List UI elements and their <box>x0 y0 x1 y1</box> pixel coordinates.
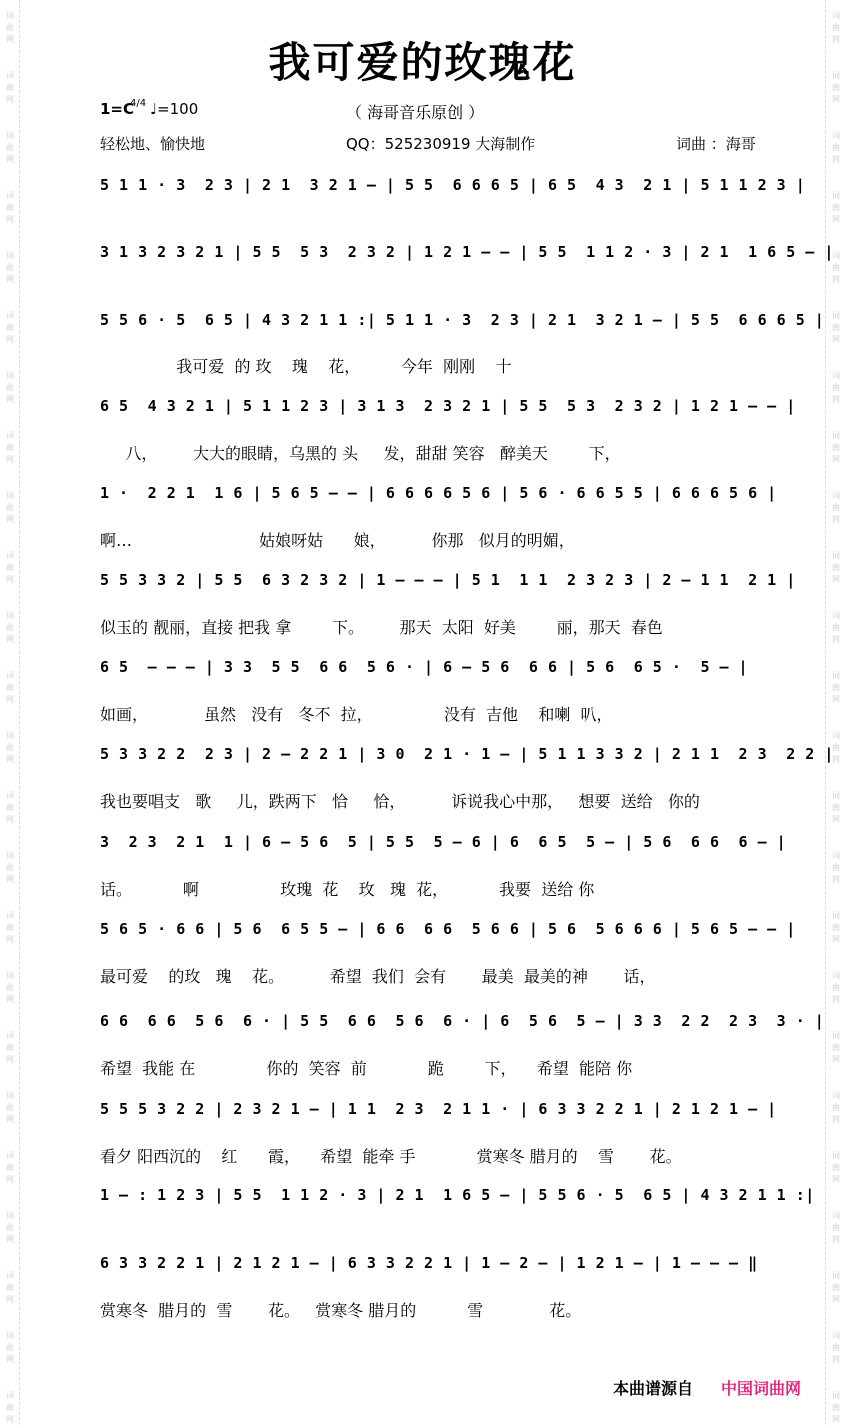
watermark-glyph: 曲 <box>832 143 840 152</box>
watermark-glyph: 曲 <box>6 1283 14 1292</box>
notation-row: 3 1 3 2 3 2 1 | 5 5 5 3 2 3 2 | 1 2 1 — — | 5 5 1 1 2 · 3 | 2 1 1 6 5 — | <box>100 243 834 261</box>
notation-row: 5 5 6 · 5 6 5 | 4 3 2 1 1 :| 5 1 1 · 3 2 3 | 2 1 3 2 1 — | 5 5 6 6 6 5 | <box>100 311 825 329</box>
watermark-glyph: 曲 <box>6 143 14 152</box>
watermark-glyph: 词 <box>832 791 840 800</box>
watermark-glyph: 网 <box>832 455 840 464</box>
watermark-glyph: 词 <box>832 431 840 440</box>
watermark-glyph: 词 <box>6 311 14 320</box>
watermark-glyph: 网 <box>832 1235 840 1244</box>
notation-row: 6 5 — — — | 3 3 5 5 6 6 5 6 · | 6 — 5 6 6 6 | 5 6 6 5 · 5 — | <box>100 658 749 676</box>
watermark-glyph: 网 <box>832 1415 840 1424</box>
performance-mood: 轻松地、愉快地 <box>100 135 206 153</box>
watermark-glyph: 词 <box>6 1391 14 1400</box>
watermark-glyph: 网 <box>832 155 840 164</box>
watermark-glyph: 曲 <box>832 803 840 812</box>
watermark-glyph: 网 <box>832 935 840 944</box>
watermark-glyph: 网 <box>6 515 14 524</box>
watermark-glyph: 网 <box>832 755 840 764</box>
watermark-glyph: 网 <box>6 635 14 644</box>
watermark-glyph: 词 <box>6 1271 14 1280</box>
watermark-glyph: 曲 <box>6 203 14 212</box>
watermark-glyph: 词 <box>832 611 840 620</box>
watermark-glyph: 网 <box>832 215 840 224</box>
watermark-glyph: 网 <box>6 875 14 884</box>
watermark-glyph: 网 <box>6 455 14 464</box>
tempo-marking: ♩=100 <box>150 100 199 118</box>
watermark-glyph: 曲 <box>832 1283 840 1292</box>
watermark-glyph: 网 <box>6 1295 14 1304</box>
notation-row: 5 1 1 · 3 2 3 | 2 1 3 2 1 — | 5 5 6 6 6 5 | 6 5 4 3 2 1 | 5 1 1 2 3 | <box>100 176 806 194</box>
lyric-row: 我也要唱支 歌 儿，跌两下 恰 恰， 诉说我心中那， 想要 送给 你的 <box>100 792 700 811</box>
watermark-glyph: 网 <box>832 35 840 44</box>
lyric-row: 八， 大大的眼睛，乌黑的 头 发，甜甜 笑容 醉美天 下， <box>100 444 621 463</box>
watermark-glyph: 曲 <box>832 203 840 212</box>
watermark-glyph: 曲 <box>832 1103 840 1112</box>
watermark-glyph: 网 <box>6 95 14 104</box>
watermark-glyph: 曲 <box>6 1043 14 1052</box>
watermark-glyph: 曲 <box>832 263 840 272</box>
watermark-glyph: 词 <box>6 491 14 500</box>
notation-row: 5 3 3 2 2 2 3 | 2 — 2 2 1 | 3 0 2 1 · 1 — | 5 1 1 3 3 2 | 2 1 1 2 3 2 2 | <box>100 745 834 763</box>
watermark-glyph: 词 <box>6 611 14 620</box>
watermark-glyph: 曲 <box>832 1223 840 1232</box>
watermark-glyph: 曲 <box>832 503 840 512</box>
time-signature: 4/4 <box>130 98 147 109</box>
watermark-glyph: 词 <box>6 911 14 920</box>
watermark-glyph: 网 <box>832 1115 840 1124</box>
watermark-glyph: 词 <box>832 971 840 980</box>
watermark-glyph: 曲 <box>832 1343 840 1352</box>
watermark-glyph: 网 <box>6 395 14 404</box>
watermark-glyph: 词 <box>832 1091 840 1100</box>
watermark-glyph: 曲 <box>832 563 840 572</box>
watermark-glyph: 网 <box>832 815 840 824</box>
credits: 词曲 ：海哥 <box>676 135 756 153</box>
watermark-glyph: 曲 <box>6 563 14 572</box>
lyric-row: 希望 我能 在 你的 笑容 前 跪 下， 希望 能陪 你 <box>100 1059 633 1078</box>
watermark-glyph: 词 <box>832 251 840 260</box>
watermark-glyph: 网 <box>832 275 840 284</box>
watermark-glyph: 网 <box>832 1295 840 1304</box>
watermark-glyph: 网 <box>832 395 840 404</box>
watermark-glyph: 词 <box>6 1091 14 1100</box>
source-label: 本曲谱源自 <box>613 1379 694 1398</box>
watermark-glyph: 曲 <box>832 1403 840 1412</box>
watermark-glyph: 曲 <box>6 1163 14 1172</box>
lyric-row: 啊… 姑娘呀姑 娘， 你那 似月的明媚， <box>100 531 575 550</box>
watermark-glyph: 词 <box>832 1391 840 1400</box>
watermark-glyph: 网 <box>6 335 14 344</box>
right-watermark-strip <box>825 0 845 1425</box>
watermark-glyph: 网 <box>6 815 14 824</box>
watermark-glyph: 词 <box>6 1211 14 1220</box>
watermark-glyph: 网 <box>832 1055 840 1064</box>
watermark-glyph: 词 <box>6 971 14 980</box>
watermark-glyph: 网 <box>6 755 14 764</box>
watermark-glyph: 曲 <box>6 1403 14 1412</box>
notation-row: 3 2 3 2 1 1 | 6 — 5 6 5 | 5 5 5 — 6 | 6 6 5 5 — | 5 6 6 6 6 — | <box>100 833 787 851</box>
watermark-glyph: 曲 <box>6 623 14 632</box>
watermark-glyph: 曲 <box>6 1223 14 1232</box>
watermark-glyph: 网 <box>832 95 840 104</box>
watermark-glyph: 网 <box>6 695 14 704</box>
watermark-glyph: 词 <box>832 671 840 680</box>
watermark-glyph: 网 <box>832 1355 840 1364</box>
watermark-glyph: 网 <box>6 1235 14 1244</box>
lyric-row: 看夕 阳西沉的 红 霞， 希望 能牵 手 赏寒冬 腊月的 雪 花。 <box>100 1147 682 1166</box>
watermark-glyph: 词 <box>6 371 14 380</box>
watermark-glyph: 网 <box>6 935 14 944</box>
watermark-glyph: 词 <box>832 1151 840 1160</box>
watermark-glyph: 词 <box>832 851 840 860</box>
watermark-glyph: 曲 <box>832 23 840 32</box>
watermark-glyph: 曲 <box>6 1103 14 1112</box>
lyric-row: 话。 啊 玫瑰 花 玫 瑰 花， 我要 送给 你 <box>100 880 595 899</box>
watermark-glyph: 网 <box>6 215 14 224</box>
watermark-glyph: 曲 <box>6 503 14 512</box>
watermark-glyph: 词 <box>6 851 14 860</box>
watermark-glyph: 曲 <box>832 983 840 992</box>
watermark-glyph: 词 <box>6 1151 14 1160</box>
producer-note: QQ：525230919 大海制作 <box>346 135 536 153</box>
lyric-row: 最可爱 的玫 瑰 花。 希望 我们 会有 最美 最美的神 话， <box>100 967 656 986</box>
watermark-glyph: 网 <box>6 575 14 584</box>
watermark-glyph: 曲 <box>6 803 14 812</box>
watermark-glyph: 曲 <box>832 743 840 752</box>
watermark-glyph: 曲 <box>6 83 14 92</box>
watermark-glyph: 词 <box>832 1331 840 1340</box>
watermark-glyph: 词 <box>6 551 14 560</box>
watermark-glyph: 曲 <box>6 443 14 452</box>
notation-row: 5 5 5 3 2 2 | 2 3 2 1 — | 1 1 2 3 2 1 1 · | 6 3 3 2 2 1 | 2 1 2 1 — | <box>100 1100 777 1118</box>
watermark-glyph: 曲 <box>6 923 14 932</box>
watermark-glyph: 网 <box>6 1115 14 1124</box>
watermark-glyph: 曲 <box>6 23 14 32</box>
watermark-glyph: 网 <box>832 875 840 884</box>
watermark-glyph: 曲 <box>6 743 14 752</box>
watermark-glyph: 曲 <box>6 263 14 272</box>
watermark-glyph: 词 <box>832 191 840 200</box>
watermark-glyph: 词 <box>6 431 14 440</box>
watermark-glyph: 词 <box>832 131 840 140</box>
watermark-glyph: 网 <box>6 1415 14 1424</box>
watermark-glyph: 词 <box>6 251 14 260</box>
watermark-glyph: 曲 <box>832 323 840 332</box>
notation-row: 5 6 5 · 6 6 | 5 6 6 5 5 — | 6 6 6 6 5 6 6 | 5 6 5 6 6 6 | 5 6 5 — — | <box>100 920 796 938</box>
watermark-glyph: 词 <box>6 1331 14 1340</box>
watermark-glyph: 词 <box>832 71 840 80</box>
watermark-glyph: 曲 <box>832 83 840 92</box>
left-watermark-strip <box>0 0 20 1425</box>
notation-row: 6 6 6 6 5 6 6 · | 5 5 6 6 5 6 6 · | 6 5 6 5 — | 3 3 2 2 2 3 3 · | <box>100 1012 825 1030</box>
watermark-glyph: 曲 <box>832 863 840 872</box>
watermark-glyph: 曲 <box>6 863 14 872</box>
watermark-glyph: 曲 <box>6 383 14 392</box>
watermark-glyph: 词 <box>6 731 14 740</box>
watermark-glyph: 曲 <box>832 623 840 632</box>
watermark-glyph: 网 <box>832 335 840 344</box>
watermark-glyph: 词 <box>832 911 840 920</box>
notation-row: 6 5 4 3 2 1 | 5 1 1 2 3 | 3 1 3 2 3 2 1 | 5 5 5 3 2 3 2 | 1 2 1 — — | <box>100 397 796 415</box>
watermark-glyph: 曲 <box>832 383 840 392</box>
notation-row: 1 — : 1 2 3 | 5 5 1 1 2 · 3 | 2 1 1 6 5 — | 5 5 6 · 5 6 5 | 4 3 2 1 1 :| <box>100 1186 815 1204</box>
watermark-glyph: 词 <box>6 671 14 680</box>
watermark-glyph: 曲 <box>6 683 14 692</box>
watermark-glyph: 词 <box>6 791 14 800</box>
watermark-glyph: 网 <box>832 515 840 524</box>
song-title: 我可爱的玫瑰花 <box>268 38 577 87</box>
watermark-glyph: 词 <box>832 491 840 500</box>
watermark-glyph: 曲 <box>6 1343 14 1352</box>
notation-row: 6 3 3 2 2 1 | 2 1 2 1 — | 6 3 3 2 2 1 | 1 — 2 — | 1 2 1 — | 1 — — — ‖ <box>100 1254 758 1272</box>
lyric-row: 似玉的 靓丽，直接 把我 拿 下。 那天 太阳 好美 丽，那天 春色 <box>100 618 663 637</box>
watermark-glyph: 曲 <box>832 1043 840 1052</box>
lyric-row: 赏寒冬 腊月的 雪 花。 赏寒冬 腊月的 雪 花。 <box>100 1301 582 1320</box>
watermark-glyph: 网 <box>6 275 14 284</box>
lyric-row: 如画， 虽然 没有 冬不 拉， 没有 吉他 和喇 叭， <box>100 705 613 724</box>
watermark-glyph: 词 <box>832 311 840 320</box>
watermark-glyph: 网 <box>832 695 840 704</box>
watermark-glyph: 网 <box>6 1055 14 1064</box>
watermark-glyph: 词 <box>6 191 14 200</box>
attribution: （ 海哥音乐原创 ） <box>346 103 485 122</box>
watermark-glyph: 网 <box>6 35 14 44</box>
watermark-glyph: 网 <box>832 1175 840 1184</box>
watermark-glyph: 词 <box>832 551 840 560</box>
watermark-glyph: 词 <box>832 731 840 740</box>
watermark-glyph: 网 <box>6 995 14 1004</box>
watermark-glyph: 曲 <box>832 443 840 452</box>
watermark-glyph: 词 <box>6 71 14 80</box>
watermark-glyph: 网 <box>6 1175 14 1184</box>
watermark-glyph: 曲 <box>6 983 14 992</box>
watermark-glyph: 词 <box>832 11 840 20</box>
key-signature: 1=C <box>100 100 135 118</box>
watermark-glyph: 词 <box>6 131 14 140</box>
lyric-row: 我可爱 的 玫 瑰 花， 今年 刚刚 十 <box>100 357 512 376</box>
watermark-glyph: 曲 <box>832 683 840 692</box>
watermark-glyph: 词 <box>832 1271 840 1280</box>
site-name-link[interactable]: 中国词曲网 <box>721 1379 802 1398</box>
watermark-glyph: 网 <box>6 1355 14 1364</box>
watermark-glyph: 网 <box>832 575 840 584</box>
watermark-glyph: 曲 <box>832 923 840 932</box>
notation-row: 1 · 2 2 1 1 6 | 5 6 5 — — | 6 6 6 6 5 6 | 5 6 · 6 6 5 5 | 6 6 6 5 6 | <box>100 484 777 502</box>
watermark-glyph: 词 <box>6 11 14 20</box>
watermark-glyph: 曲 <box>832 1163 840 1172</box>
watermark-glyph: 网 <box>832 635 840 644</box>
watermark-glyph: 网 <box>6 155 14 164</box>
watermark-glyph: 网 <box>832 995 840 1004</box>
watermark-glyph: 词 <box>6 1031 14 1040</box>
watermark-glyph: 词 <box>832 371 840 380</box>
watermark-glyph: 词 <box>832 1031 840 1040</box>
notation-row: 5 5 3 3 2 | 5 5 6 3 2 3 2 | 1 — — — | 5 1 1 1 2 3 2 3 | 2 — 1 1 2 1 | <box>100 571 796 589</box>
watermark-glyph: 曲 <box>6 323 14 332</box>
watermark-glyph: 词 <box>832 1211 840 1220</box>
